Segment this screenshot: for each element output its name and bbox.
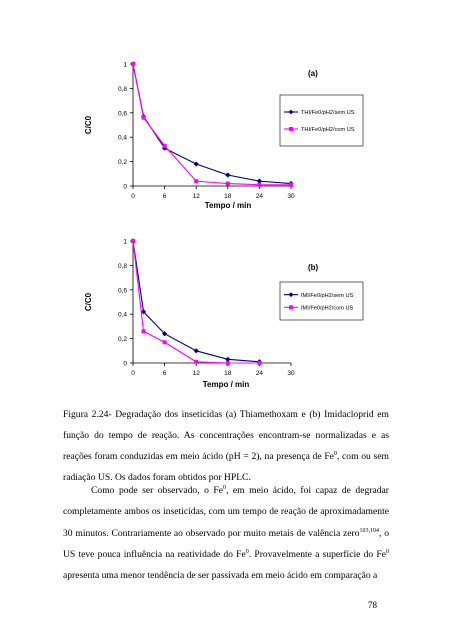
x-tick-label: 18 [224, 370, 232, 377]
legend-box [280, 95, 363, 146]
x-tick-label: 30 [287, 370, 295, 377]
paragraph-citation: 103,104 [359, 527, 380, 534]
y-tick-label: 0,8 [117, 85, 127, 93]
paragraph-superscript-4: 0 [386, 548, 390, 555]
data-point-diamond [194, 161, 199, 166]
body-paragraph [63, 480, 389, 586]
caption-text-2: , com ou sem radiação US. Os dados foram obtidos por HPLC. [63, 451, 389, 483]
x-tick-label: 12 [192, 370, 200, 377]
paragraph-text-2: , em meio ácido, foi capaz de degradar completamente ambos os inseticidas, com um tempo de reação de aproximadamente 30 minutos. Contrariamente ao observado por muito metais de valência zero [63, 485, 389, 539]
legend-marker-square [289, 305, 293, 309]
data-point-square [142, 329, 146, 333]
data-point-square [163, 340, 167, 344]
paragraph-text-1: Como pode ser observado, o Fe [91, 485, 223, 496]
x-tick-label: 24 [255, 370, 264, 377]
paragraph-text-5: apresenta uma menor tendência de ser passivada em meio ácido em comparação a [63, 570, 378, 582]
caption-text-1: Figura 2.24- Degradação dos inseticidas (a) Thiamethoxam e (b) Imidacloprid em função do tempo de reação. As concentrações encontram-se normalizadas e as reações foram conduzidas em meio ácido (pH = 2), na presença de Fe [63, 409, 389, 462]
data-point-diamond [194, 348, 199, 353]
data-point-square [142, 116, 146, 120]
y-tick-label: 0,6 [117, 287, 127, 295]
y-tick-label: 1 [123, 238, 127, 246]
page-number: 78 [368, 600, 377, 610]
data-point-square [194, 360, 198, 364]
x-tick-label: 0 [131, 370, 135, 377]
chart-a [0, 55, 452, 225]
data-point-square [257, 361, 261, 365]
y-tick-label: 0 [123, 360, 127, 368]
x-tick-label: 18 [224, 193, 232, 200]
legend-marker-square [289, 127, 293, 131]
y-tick-label: 0,2 [117, 336, 127, 344]
x-axis-title: Tempo / min [204, 201, 252, 210]
legend-entry-label: THI/Fe0/pH2/com US [301, 127, 355, 134]
data-point-square [131, 62, 135, 66]
series-line [133, 64, 291, 185]
y-tick-label: 1 [123, 61, 127, 69]
panel-label: (a) [308, 69, 318, 78]
x-tick-label: 6 [162, 370, 167, 377]
series-line [133, 64, 291, 184]
y-tick-label: 0,8 [117, 262, 127, 270]
x-axis-title: Tempo / min [202, 380, 250, 389]
figure-caption [63, 404, 389, 488]
series-line [133, 241, 259, 363]
legend-box [280, 282, 363, 320]
x-tick-label: 24 [255, 193, 264, 200]
series-line [133, 241, 259, 362]
y-axis-title: C/C0 [84, 292, 93, 312]
x-tick-label: 6 [162, 193, 167, 200]
x-tick-label: 30 [287, 193, 295, 200]
data-point-square [194, 179, 198, 183]
y-axis-title: C/C0 [84, 115, 93, 135]
paragraph-superscript-1: 0 [222, 484, 226, 491]
legend-entry-label: IMI/Fe0/pH2/com US [301, 305, 354, 312]
paragraph-superscript-3: 0 [245, 548, 249, 555]
y-tick-label: 0,6 [117, 110, 127, 118]
caption-superscript: 0 [333, 450, 337, 457]
y-tick-label: 0 [123, 183, 127, 191]
chart-b [0, 232, 452, 402]
paragraph-text-3: , o US teve pouca influência na reatividade do Fe [63, 527, 389, 560]
legend-entry-label: THI/Fe0/pH2/sem US [301, 110, 355, 117]
data-point-diamond [225, 172, 230, 177]
y-tick-label: 0,4 [117, 134, 127, 142]
data-point-square [257, 183, 261, 187]
y-tick-label: 0,2 [117, 159, 127, 167]
y-tick-label: 0,4 [117, 311, 127, 319]
panel-label: (b) [308, 263, 319, 272]
x-tick-label: 0 [131, 193, 135, 200]
data-point-square [163, 144, 167, 148]
data-point-square [226, 361, 230, 365]
data-point-square [131, 239, 135, 243]
data-point-square [226, 182, 230, 186]
x-tick-label: 12 [192, 193, 200, 200]
paragraph-text-4: . Provavelmente a superfície do Fe [248, 548, 387, 560]
data-point-square [289, 183, 293, 187]
legend-entry-label: IMI/Fe0/pH2/sem US [301, 292, 354, 299]
